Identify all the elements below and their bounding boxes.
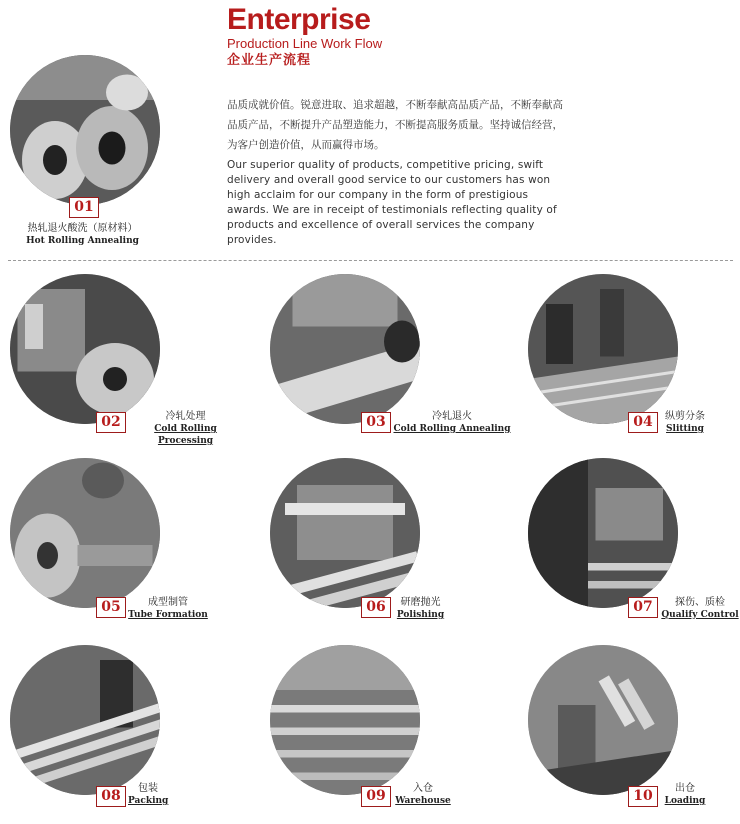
step-label-en: Cold Rolling Processing (154, 424, 217, 446)
warehouse-racks-image (270, 645, 420, 795)
step-number-badge: 09 (361, 786, 391, 807)
step-number-badge: 08 (96, 786, 126, 807)
step-photo-hot-rolling (10, 55, 160, 205)
step-label-en: Slitting (666, 424, 704, 434)
step-number-badge: 05 (96, 597, 126, 618)
inspection-equipment-image (528, 458, 678, 608)
step-label-cn: 包装 (138, 783, 158, 794)
step-label-cn: 纵剪分条 (665, 411, 705, 422)
step-label-cn: 探伤、质检 (675, 597, 725, 608)
step-label-polishing (393, 596, 448, 621)
section-divider (8, 260, 733, 261)
step-number-badge: 03 (361, 412, 391, 433)
step-label-cn: 出仓 (675, 783, 695, 794)
intro-text-cn: 品质成就价值。锐意进取、追求超越，不断奉献高品质产品，不断奉献高品质产品，不断提升产品塑造能力，不断提高服务质量。坚持诚信经营，为客户创造价值，从而赢得市场。 (227, 99, 563, 151)
step-label-cn: 冷轧退火 (432, 411, 472, 422)
packing-tubes-image (10, 645, 160, 795)
step-label-tube-formation (128, 596, 208, 621)
step-photo-packing (10, 645, 160, 795)
step-label-cn: 热轧退火酸洗（原材料） (27, 223, 138, 234)
step-label-cold-annealing (393, 410, 511, 435)
header (227, 4, 382, 70)
step-photo-polishing (270, 458, 420, 608)
page-title: Enterprise (227, 3, 371, 36)
step-label-cn: 入仓 (413, 783, 433, 794)
step-photo-slitting (528, 274, 678, 424)
page-subtitle-cn: 企业生产流程 (227, 53, 312, 68)
step-number-badge: 07 (628, 597, 658, 618)
step-label-quality-control (660, 596, 740, 621)
slitting-workers-image (528, 274, 678, 424)
step-photo-loading (528, 645, 678, 795)
annealing-line-image (270, 274, 420, 424)
step-number-badge: 01 (69, 197, 99, 218)
step-label-en: Hot Rolling Annealing (26, 236, 139, 246)
page-subtitle: Production Line Work Flow (227, 36, 383, 51)
rolling-mill-image (10, 274, 160, 424)
step-label-cn: 冷轧处理 (165, 411, 206, 422)
step-label-packing (128, 782, 168, 807)
loading-tubes-image (528, 645, 678, 795)
step-label-en: Polishing (396, 610, 445, 620)
step-label-cold-rolling (128, 410, 243, 447)
step-label-en: Packing (128, 796, 169, 806)
step-label-en: Qualify Control (661, 610, 739, 620)
step-label-en: Warehouse (395, 796, 451, 806)
step-number-badge: 02 (96, 412, 126, 433)
step-label-warehouse (393, 782, 453, 807)
steel-coils-image (10, 55, 160, 205)
intro-text-en: Our superior quality of products, competitive pricing, swift delivery and overall good service to our customers has won high acclaim for our company in the form of prestigious awards. We are in receipt of testimonials reflecting quality of products and excellence of overall services the company provides. (227, 159, 557, 246)
tube-forming-rollers-image (10, 458, 160, 608)
step-number-badge: 10 (628, 786, 658, 807)
step-label-hot-rolling (15, 222, 150, 247)
step-photo-cold-annealing (270, 274, 420, 424)
step-label-en: Cold Rolling Annealing (393, 424, 511, 434)
step-photo-warehouse (270, 645, 420, 795)
step-number-badge: 06 (361, 597, 391, 618)
step-label-en: Loading (664, 796, 706, 806)
step-label-slitting (660, 410, 710, 435)
step-photo-cold-rolling (10, 274, 160, 424)
step-label-cn: 成型制管 (148, 597, 188, 608)
step-number-badge: 04 (628, 412, 658, 433)
step-label-en: Tube Formation (128, 610, 208, 620)
step-photo-tube-formation (10, 458, 160, 608)
polishing-machine-image (270, 458, 420, 608)
step-photo-quality-control (528, 458, 678, 608)
step-label-loading (660, 782, 710, 807)
step-label-cn: 研磨抛光 (400, 597, 441, 608)
